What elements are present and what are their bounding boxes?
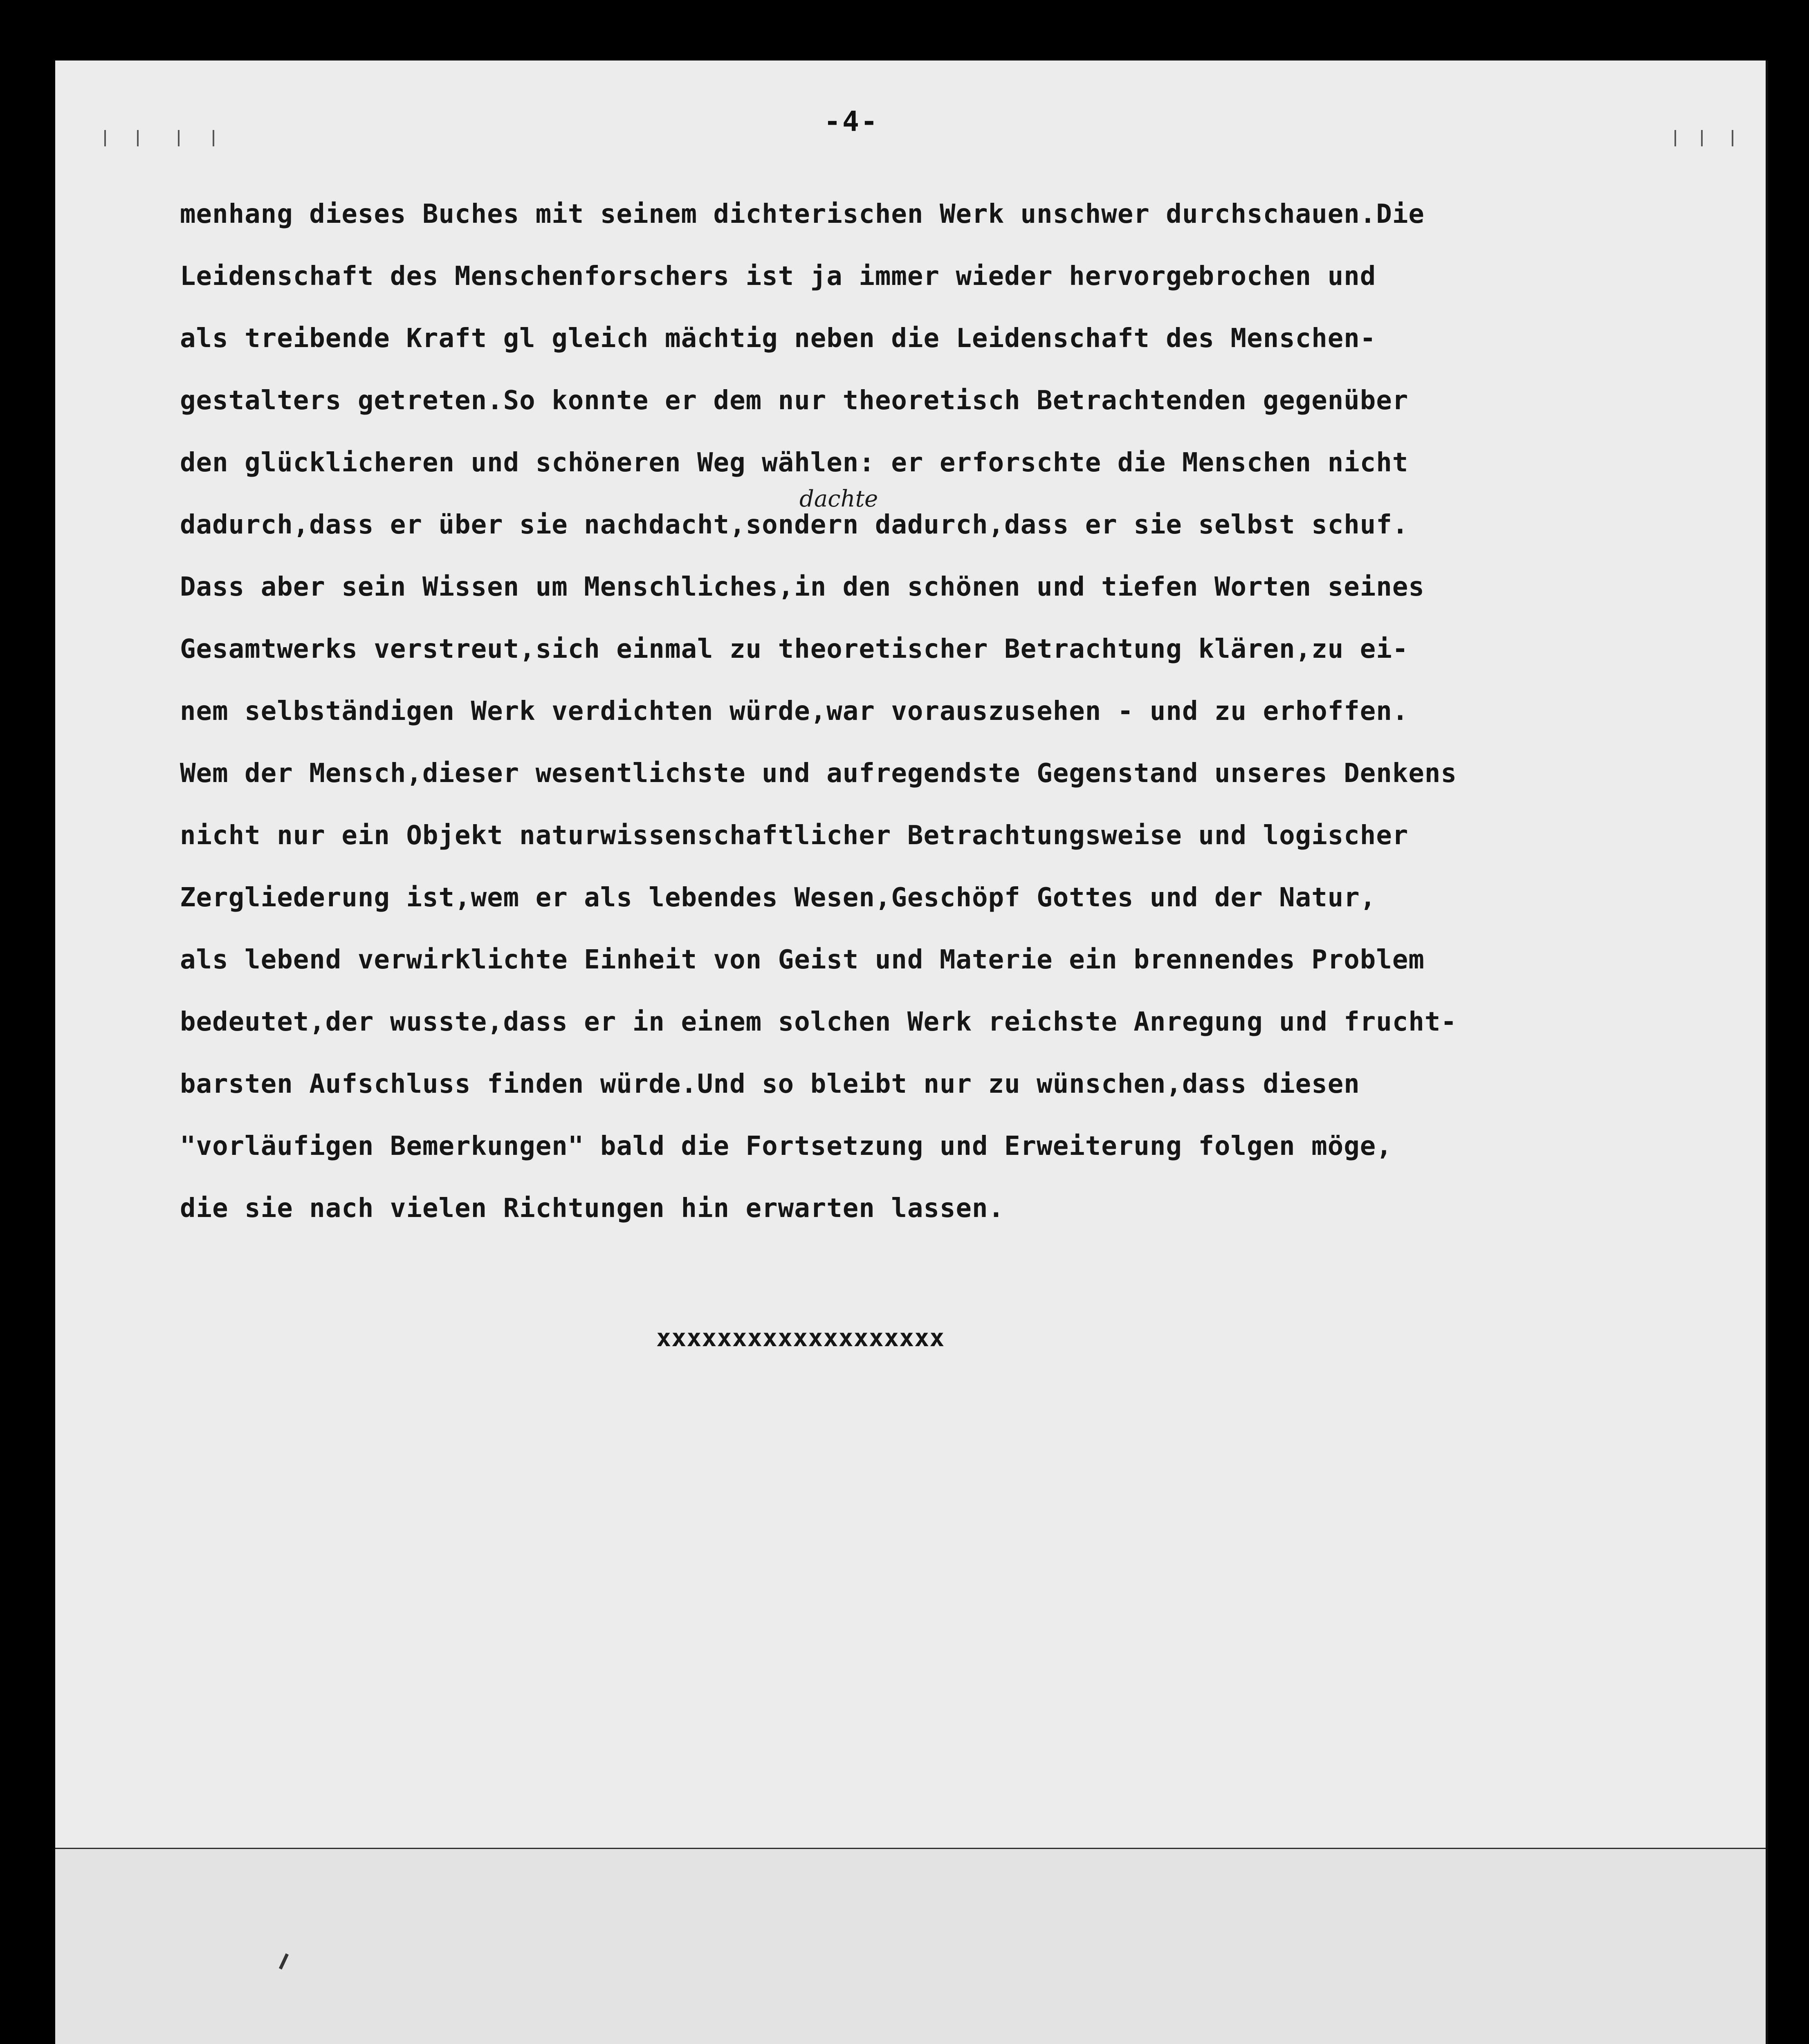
text-line: als lebend verwirklichte Einheit von Geist und Materie ein brennendes Problem <box>180 945 1425 975</box>
page-number: -4- <box>824 105 879 138</box>
text-line: nicht nur ein Objekt naturwissenschaftlicher Betrachtungsweise und logischer <box>180 820 1409 851</box>
text-line: als treibende Kraft gl gleich mächtig neben die Leidenschaft des Menschen- <box>180 323 1376 354</box>
text-line: bedeutet,der wusste,dass er in einem solchen Werk reichste Anregung und frucht- <box>180 1007 1457 1037</box>
edge-tick <box>137 130 139 146</box>
handwritten-annotation: dachte <box>799 486 878 512</box>
text-line: die sie nach vielen Richtungen hin erwarten lassen. <box>180 1193 1005 1224</box>
text-line: dadurch,dass er über sie nachdacht,sondern dadurch,dass er sie selbst schuf. <box>180 510 1409 540</box>
text-line: Gesamtwerks verstreut,sich einmal zu theoretischer Betrachtung klären,zu ei- <box>180 634 1409 664</box>
page-lower-strip <box>55 1849 1768 2044</box>
text-line: Leidenschaft des Menschenforschers ist ja immer wieder hervorgebrochen und <box>180 261 1376 291</box>
edge-tick <box>1701 130 1703 146</box>
edge-tick <box>213 130 214 146</box>
edge-tick <box>1732 130 1733 146</box>
body-text <box>180 183 1768 1239</box>
text-line: Wem der Mensch,dieser wesentlichste und aufregendste Gegenstand unseres Denkens <box>180 758 1457 789</box>
text-line: nem selbständigen Werk verdichten würde,war vorauszusehen - und zu erhoffen. <box>180 696 1409 726</box>
top-edge-marks <box>72 130 1748 155</box>
text-line: "vorläufigen Bemerkungen" bald die Fortsetzung und Erweiterung folgen möge, <box>180 1131 1392 1161</box>
edge-tick <box>178 130 180 146</box>
text-line: barsten Aufschluss finden würde.Und so bleibt nur zu wünschen,dass diesen <box>180 1069 1360 1099</box>
text-line: Zergliederung ist,wem er als lebendes Wesen,Geschöpf Gottes und der Natur, <box>180 883 1376 913</box>
text-line: menhang dieses Buches mit seinem dichterischen Werk unschwer durchschauen.Die <box>180 199 1425 229</box>
text-line: gestalters getreten.So konnte er dem nur theoretisch Betrachtenden gegenüber <box>180 385 1409 416</box>
page-right-edge <box>1766 61 1768 2044</box>
document-page <box>55 61 1768 2044</box>
edge-tick <box>1674 130 1676 146</box>
text-line: Dass aber sein Wissen um Menschliches,in den schönen und tiefen Worten seines <box>180 572 1425 602</box>
edge-tick <box>104 130 106 146</box>
end-mark: xxxxxxxxxxxxxxxxxxx <box>656 1324 945 1352</box>
text-line: den glücklicheren und schöneren Weg wählen: er erforschte die Menschen nicht <box>180 448 1409 478</box>
